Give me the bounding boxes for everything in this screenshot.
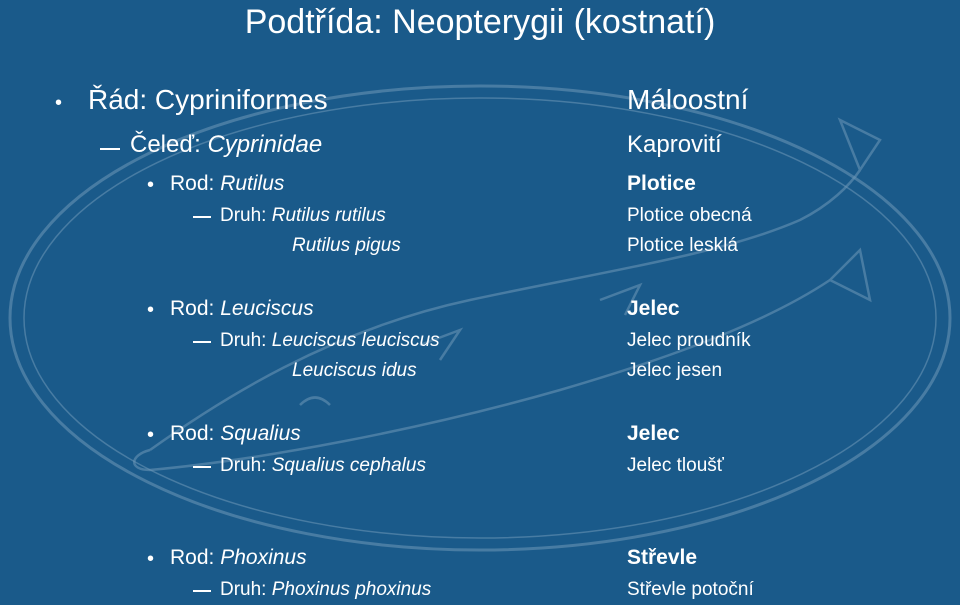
genus-label-leuciscus: Rod: Leuciscus [170,297,314,320]
species-label-leuciscus-idus: Leuciscus idus [292,360,417,381]
dash-icon [193,590,211,592]
bullet-icon: • [147,548,155,570]
species-name-cz-plotice-leskla: Plotice lesklá [627,235,738,256]
genus-label-rutilus: Rod: Rutilus [170,172,285,195]
bullet-icon: • [147,424,155,446]
genus-name-cz-strevle: Střevle [627,546,698,569]
genus-label-phoxinus: Rod: Phoxinus [170,546,307,569]
genus-name-cz-jelec-2: Jelec [627,422,680,445]
species-name-cz-plotice-obecna: Plotice obecná [627,205,752,226]
order-label: Řád: Cypriniformes [88,84,328,115]
species-name-cz-jelec-jesen: Jelec jesen [627,360,723,381]
genus-name-cz-plotice: Plotice [627,172,696,195]
species-label-rutilus-rutilus: Druh: Rutilus rutilus [220,205,386,226]
dash-icon [193,341,211,343]
dash-icon [193,466,211,468]
species-label-phoxinus-phoxinus: Druh: Phoxinus phoxinus [220,579,432,600]
family-name-cz: Kaprovití [627,131,722,158]
slide-title: Podtřída: Neopterygii (kostnatí) [244,3,716,41]
bullet-icon: • [55,92,63,114]
dash-icon [100,148,120,150]
family-label: Čeleď: Cyprinidae [130,131,323,158]
species-label-leuciscus-leuciscus: Druh: Leuciscus leuciscus [220,330,440,351]
species-name-cz-jelec-proudnik: Jelec proudník [627,330,751,351]
bullet-icon: • [147,174,155,196]
species-name-cz-strevle-potocni: Střevle potoční [627,579,754,600]
genus-name-cz-jelec: Jelec [627,297,680,320]
species-name-cz-jelec-tloust: Jelec tloušť [627,455,724,476]
genus-label-squalius: Rod: Squalius [170,422,301,445]
bullet-icon: • [147,299,155,321]
order-name-cz: Máloostní [627,84,749,115]
species-label-squalius-cephalus: Druh: Squalius cephalus [220,455,426,476]
dash-icon [193,216,211,218]
species-label-rutilus-pigus: Rutilus pigus [292,235,401,256]
